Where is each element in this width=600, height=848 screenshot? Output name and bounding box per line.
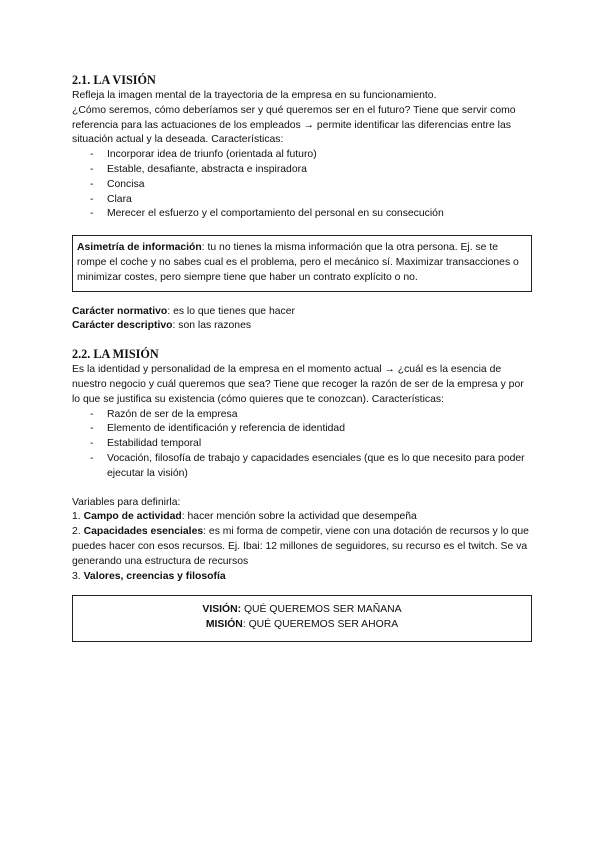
list-item: - Estabilidad temporal: [90, 437, 532, 452]
list-item: - Razón de ser de la empresa: [90, 408, 532, 423]
variable-3-term: Valores, creencias y filosofía: [83, 570, 226, 582]
descriptive-term: Carácter descriptivo: [72, 320, 173, 332]
list-item: - Merecer el esfuerzo y el comportamiento del personal en su consecución: [90, 207, 532, 222]
list-item: - Vocación, filosofía de trabajo y capacidades esenciales (que es lo que necesito para poder ejecutar la visión): [90, 452, 532, 482]
variables-intro: Variables para definirla:: [72, 496, 181, 508]
normative-text: : es lo que tienes que hacer: [167, 305, 295, 317]
variable-2-text: : es mi forma de competir, viene con una dotación de recursos y lo que puedes hacer con esos recursos. Ej. Ibai: 12 millones de seguidores, su recurso es el twitch. Se va generando una estructura de recursos: [72, 526, 529, 567]
summary-vision-text: QUÉ QUEREMOS SER MAÑANA: [241, 604, 402, 616]
summary-mission-text: : QUÉ QUEREMOS SER AHORA: [242, 619, 399, 631]
vision-heading: 2.1. LA VISIÓN: [72, 73, 156, 87]
normative-term: Carácter normativo: [72, 305, 168, 317]
summary-vision-line: [77, 603, 527, 618]
variable-1: [72, 510, 532, 525]
descriptive-definition: [72, 319, 532, 334]
mission-paragraph: Es la identidad y personalidad de la empresa en el momento actual → ¿cuál es la esencia de nuestro negocio y cuál queremos que sea? Tiene que recoger la razón de ser de la empresa y por lo que se justifica su existencia (cómo quieres que te conozcan). Características:: [72, 364, 524, 405]
document-page: [72, 73, 532, 642]
summary-mission-line: [77, 618, 527, 633]
variable-2-term: Capacidades esenciales: [83, 526, 204, 538]
list-item: - Clara: [90, 193, 532, 208]
list-item: - Concisa: [90, 178, 532, 193]
asymmetry-info-box: [72, 235, 532, 291]
variable-1-term: Campo de actividad: [83, 511, 182, 523]
list-item: - Incorporar idea de triunfo (orientada al futuro): [90, 148, 532, 163]
variable-number: 1.: [72, 511, 84, 523]
variable-2: [72, 525, 532, 569]
list-item: - Estable, desafiante, abstracta e inspiradora: [90, 163, 532, 178]
mission-characteristics-list: [72, 408, 532, 482]
normative-definition: [72, 305, 532, 320]
variable-number: 3.: [72, 570, 84, 582]
asymmetry-term: Asimetría de información: [77, 242, 202, 254]
summary-box: [72, 595, 532, 642]
summary-vision-term: VISIÓN:: [202, 604, 242, 616]
summary-mission-term: MISIÓN: [205, 619, 243, 631]
variable-3: [72, 570, 532, 585]
variable-1-text: : hacer mención sobre la actividad que desempeña: [181, 511, 417, 523]
asymmetry-text: : tu no tienes la misma información que la otra persona. Ej. se te rompe el coche y no sabes cual es el problema, pero el mecánico sí. Maximizar transacciones o minimizar costes, pero siempre tiene que haber un contrato explícito o no.: [77, 242, 519, 283]
vision-characteristics-list: [72, 148, 532, 222]
mission-heading: 2.2. LA MISIÓN: [72, 347, 159, 362]
variable-number: 2.: [72, 526, 84, 538]
descriptive-text: : son las razones: [172, 320, 252, 332]
vision-intro-line: Refleja la imagen mental de la trayectoria de la empresa en su funcionamiento.: [72, 90, 437, 101]
list-item: - Elemento de identificación y referencia de identidad: [90, 422, 532, 437]
vision-paragraph: ¿Cómo seremos, cómo deberíamos ser y qué queremos ser en el futuro? Tiene que servir como referencia para las actuaciones de los empleados → permite identificar las diferencias entre las situación actual y la deseada. Características:: [72, 104, 516, 146]
